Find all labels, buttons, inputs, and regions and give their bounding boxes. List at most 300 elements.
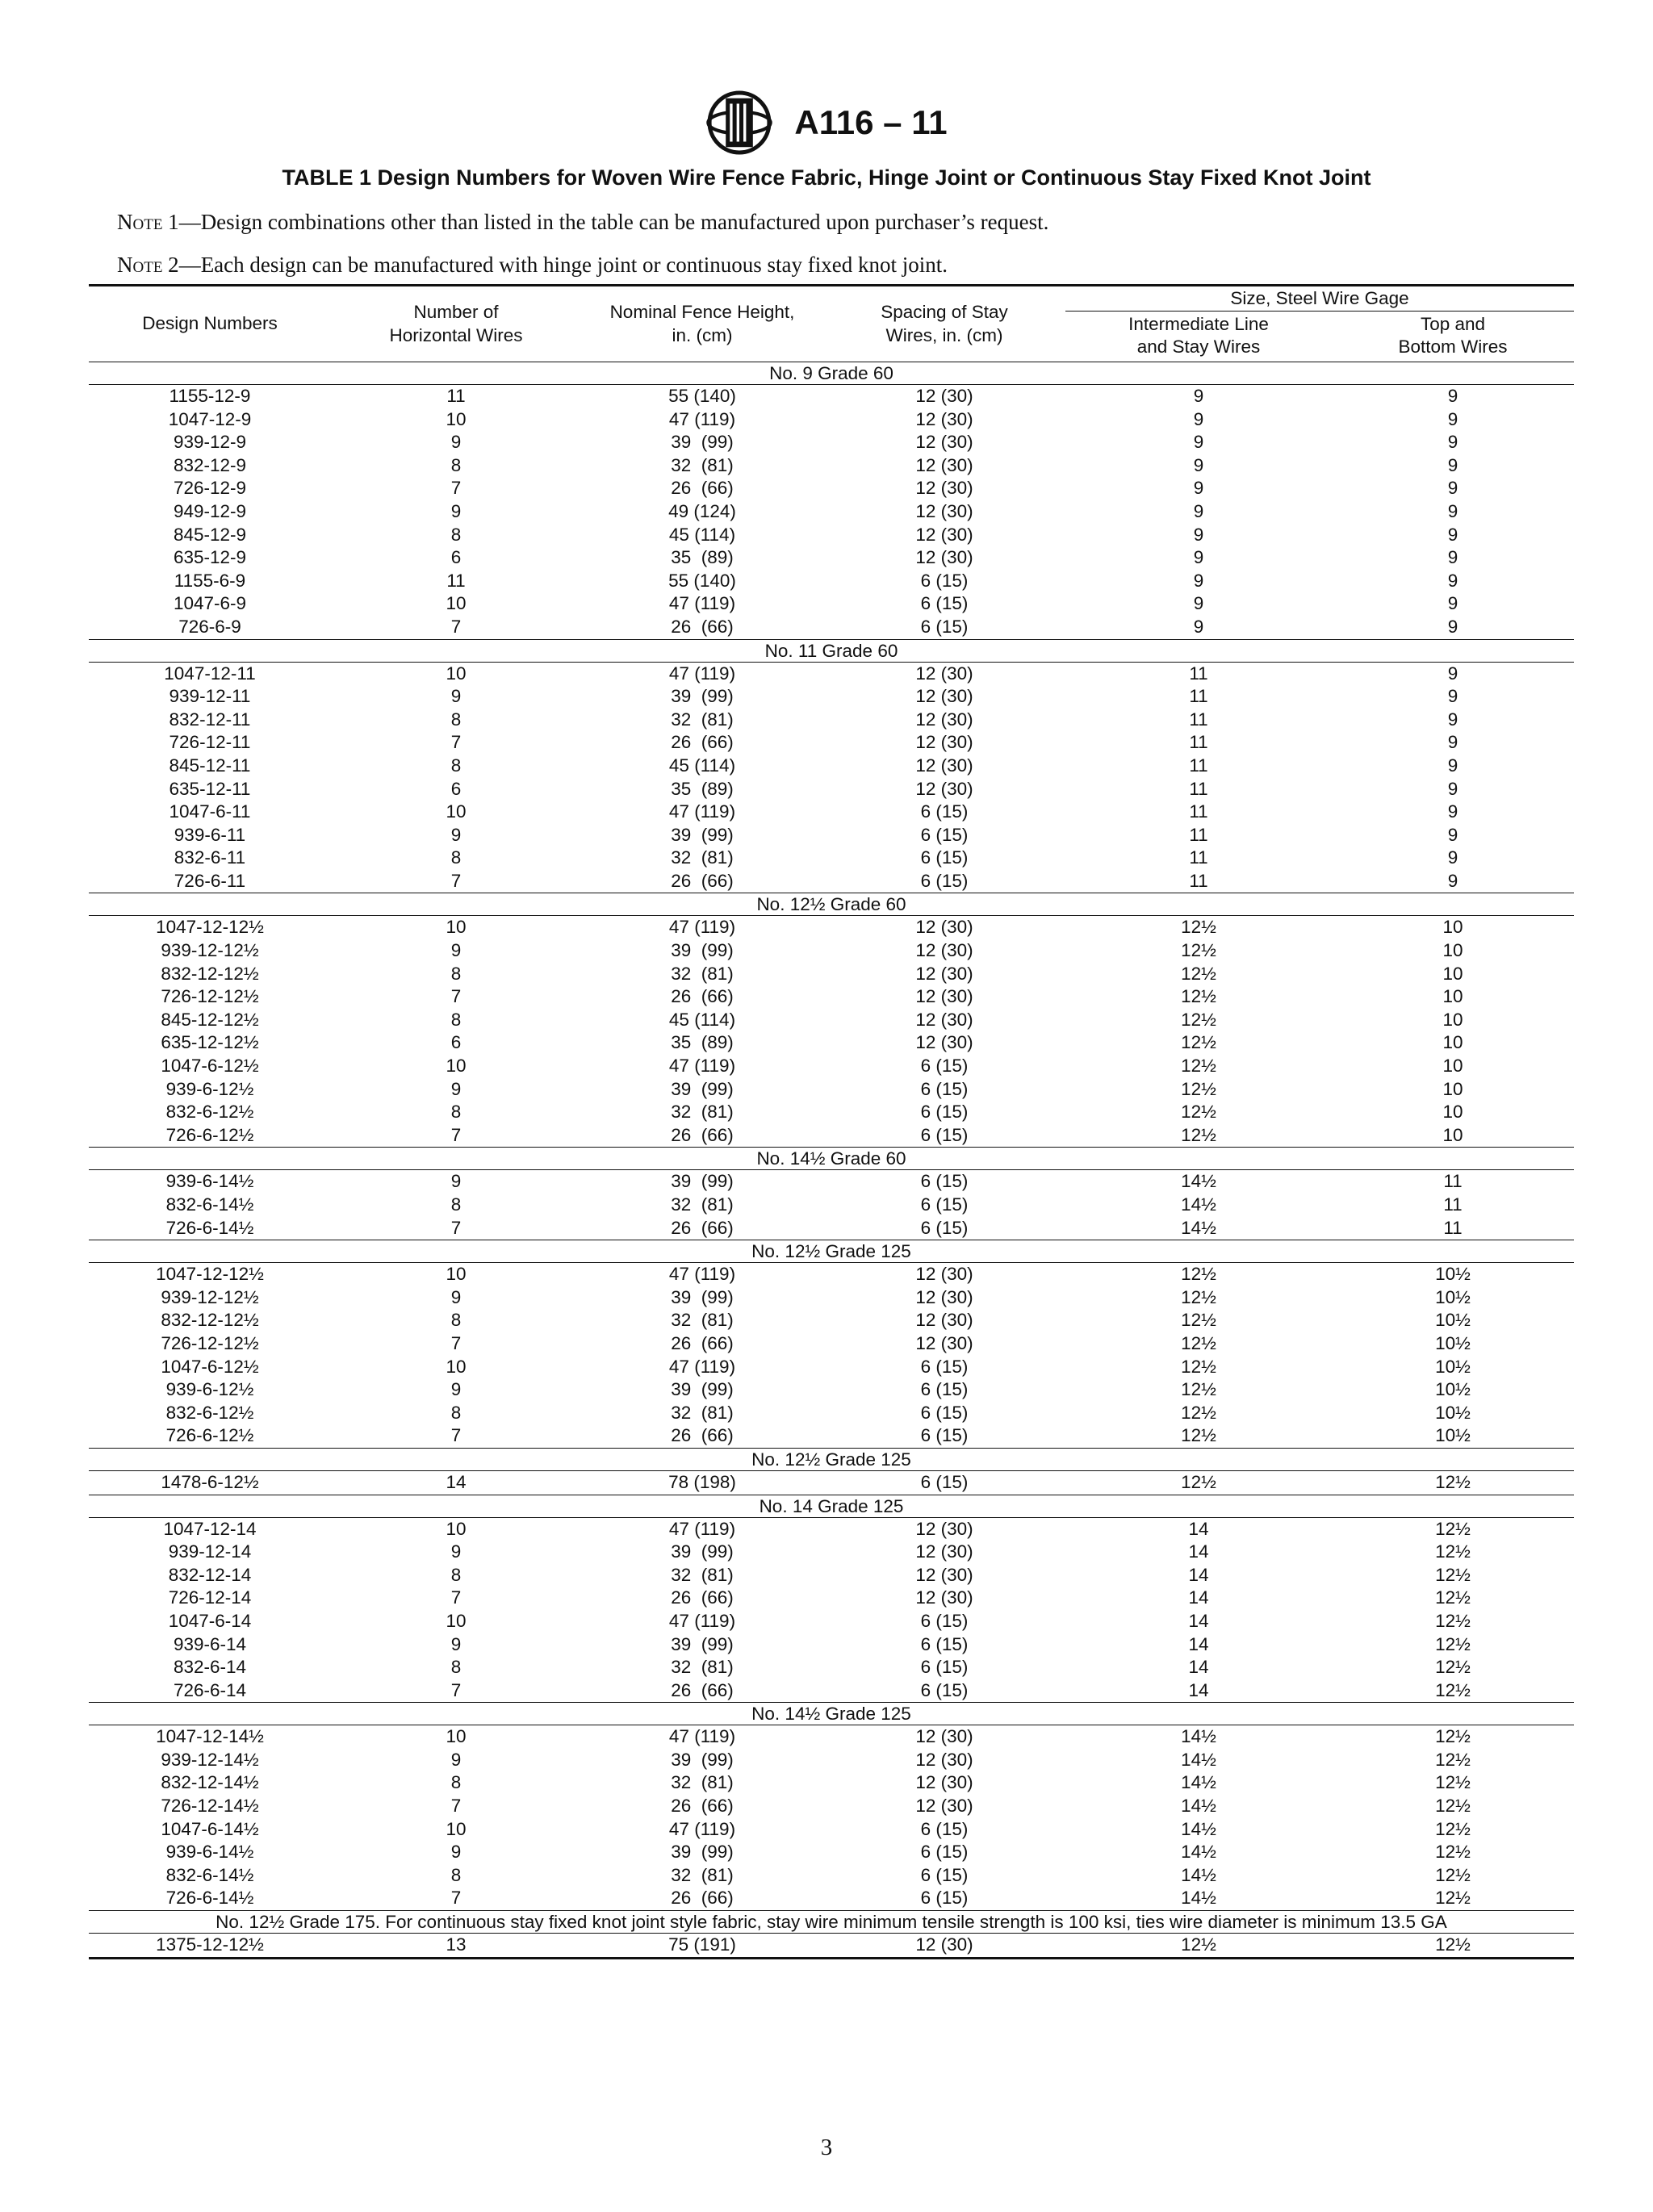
cell-top-bottom-gage: 9 (1447, 686, 1458, 707)
section-header (89, 893, 1574, 916)
section-header (89, 1911, 1574, 1934)
cell-design-number: 939-6-12½ (165, 1078, 254, 1099)
header-design-numbers: Design Numbers (89, 286, 331, 362)
cell-fence-height: 45 (114) (668, 755, 736, 776)
cell-intermediate-gage: 12½ (1181, 1310, 1216, 1331)
cell-horizontal-wires: 7 (450, 1425, 462, 1446)
cell-design-number: 845-12-11 (169, 755, 251, 776)
cell-intermediate-gage: 14 (1188, 1518, 1209, 1539)
cell-horizontal-wires: 9 (450, 1379, 462, 1400)
cell-fence-height: 32 (81) (671, 1402, 734, 1423)
cell-top-bottom-gage: 12½ (1435, 1842, 1471, 1863)
cell-top-bottom-gage: 12½ (1332, 1934, 1574, 1959)
cell-top-bottom-gage: 12½ (1435, 1864, 1471, 1885)
section-title: No. 11 Grade 60 (89, 639, 1574, 662)
cell-top-bottom-gage: 10 (1442, 1032, 1463, 1053)
cell-horizontal-wires: 7 (450, 986, 462, 1007)
table-row (89, 1124, 1574, 1148)
cell-fence-height: 39 (99) (671, 1171, 734, 1192)
table-row (89, 1610, 1574, 1633)
cell-design-number: 939-12-11 (169, 686, 251, 707)
table-row (89, 1009, 1574, 1032)
table-row (89, 1517, 1574, 1541)
cell-fence-height: 39 (99) (671, 1633, 734, 1654)
cell-design-number: 1047-12-9 (168, 408, 252, 429)
cell-intermediate-gage: 14½ (1181, 1217, 1216, 1238)
cell-stay-spacing: 12 (30) (915, 1796, 973, 1817)
cell-fence-height: 39 (99) (671, 1379, 734, 1400)
cell-intermediate-gage: 14½ (1181, 1796, 1216, 1817)
cell-design-number: 939-6-14½ (165, 1171, 254, 1192)
cell-horizontal-wires: 11 (446, 570, 466, 591)
section-title: No. 14½ Grade 125 (89, 1703, 1574, 1725)
cell-horizontal-wires: 9 (450, 1541, 462, 1562)
cell-intermediate-gage: 9 (1193, 500, 1204, 521)
cell-design-number: 726-6-14½ (165, 1888, 254, 1909)
cell-fence-height: 26 (66) (671, 1679, 734, 1700)
cell-horizontal-wires: 7 (450, 732, 462, 753)
cell-fence-height: 55 (140) (668, 570, 736, 591)
cell-top-bottom-gage: 10 (1442, 917, 1463, 938)
cell-top-bottom-gage: 10 (1442, 940, 1463, 961)
table-body (89, 362, 1574, 1959)
cell-stay-spacing: 6 (15) (920, 1379, 969, 1400)
cell-intermediate-gage: 14 (1188, 1587, 1209, 1608)
cell-intermediate-gage: 14½ (1181, 1864, 1216, 1885)
cell-design-number: 949-12-9 (173, 500, 247, 521)
table-row (89, 1633, 1574, 1657)
cell-horizontal-wires: 9 (450, 1749, 462, 1770)
cell-top-bottom-gage: 12½ (1435, 1610, 1471, 1631)
cell-top-bottom-gage: 10 (1442, 1102, 1463, 1123)
design-numbers-table (89, 284, 1574, 1959)
cell-intermediate-gage: 9 (1193, 386, 1204, 406)
cell-design-number: 939-12-9 (173, 432, 247, 453)
cell-horizontal-wires: 9 (450, 1171, 462, 1192)
cell-design-number: 726-12-12½ (161, 1332, 259, 1353)
cell-fence-height: 26 (66) (671, 1888, 734, 1909)
cell-top-bottom-gage: 9 (1447, 478, 1458, 499)
cell-stay-spacing: 12 (30) (915, 1749, 973, 1770)
cell-horizontal-wires: 8 (450, 1864, 462, 1885)
cell-horizontal-wires: 7 (450, 1796, 462, 1817)
cell-fence-height: 75 (191) (581, 1934, 823, 1959)
cell-design-number: 845-12-9 (173, 524, 247, 545)
cell-top-bottom-gage: 10 (1442, 1078, 1463, 1099)
cell-fence-height: 47 (119) (668, 408, 736, 429)
standard-designation: A116 – 11 (794, 103, 948, 141)
cell-horizontal-wires: 9 (450, 432, 462, 453)
cell-design-number: 726-6-12½ (165, 1124, 254, 1145)
table-row (89, 1841, 1574, 1864)
table-row (89, 1470, 1574, 1495)
cell-top-bottom-gage: 9 (1447, 755, 1458, 776)
cell-stay-spacing: 6 (15) (920, 1217, 969, 1238)
cell-fence-height: 39 (99) (671, 1286, 734, 1307)
cell-fence-height: 26 (66) (671, 1217, 734, 1238)
cell-intermediate-gage: 14½ (1181, 1818, 1216, 1839)
cell-design-number: 939-12-12½ (161, 940, 259, 961)
cell-intermediate-gage: 11 (1189, 778, 1208, 799)
cell-intermediate-gage: 11 (1189, 732, 1208, 753)
cell-fence-height: 39 (99) (671, 686, 734, 707)
cell-fence-height: 26 (66) (671, 732, 734, 753)
table-row (89, 1031, 1574, 1055)
table-row (89, 1795, 1574, 1818)
cell-stay-spacing: 12 (30) (915, 1726, 973, 1747)
table-row (89, 1587, 1574, 1610)
cell-top-bottom-gage: 9 (1447, 801, 1458, 822)
cell-fence-height: 47 (119) (668, 663, 736, 684)
cell-horizontal-wires: 7 (450, 1888, 462, 1909)
cell-top-bottom-gage: 9 (1447, 824, 1458, 845)
cell-intermediate-gage: 14 (1188, 1541, 1209, 1562)
cell-fence-height: 47 (119) (668, 1056, 736, 1077)
section-header (89, 1148, 1574, 1170)
table-row (89, 454, 1574, 478)
cell-intermediate-gage: 9 (1193, 593, 1204, 614)
cell-stay-spacing: 6 (15) (920, 1610, 969, 1631)
cell-design-number: 832-6-14½ (165, 1194, 254, 1215)
table-row (89, 1864, 1574, 1888)
cell-fence-height: 26 (66) (671, 1796, 734, 1817)
cell-design-number: 939-6-11 (174, 824, 246, 845)
cell-horizontal-wires: 11 (446, 386, 466, 406)
cell-design-number: 1047-6-14 (168, 1610, 252, 1631)
table-row (89, 431, 1574, 454)
cell-stay-spacing: 12 (30) (915, 1310, 973, 1331)
cell-horizontal-wires: 8 (450, 1772, 462, 1793)
cell-top-bottom-gage: 9 (1447, 778, 1458, 799)
cell-stay-spacing: 12 (30) (915, 755, 973, 776)
table-row (89, 755, 1574, 778)
cell-design-number: 1047-12-12½ (156, 917, 264, 938)
section-header (89, 1448, 1574, 1470)
table-row (89, 570, 1574, 593)
cell-horizontal-wires: 10 (446, 1610, 467, 1631)
cell-top-bottom-gage: 12½ (1435, 1749, 1471, 1770)
cell-stay-spacing: 6 (15) (920, 847, 969, 868)
cell-fence-height: 26 (66) (671, 870, 734, 891)
cell-horizontal-wires: 8 (450, 454, 462, 475)
table-row (89, 385, 1574, 408)
cell-top-bottom-gage: 10½ (1435, 1332, 1471, 1353)
cell-intermediate-gage: 14½ (1181, 1171, 1216, 1192)
cell-horizontal-wires: 10 (446, 663, 467, 684)
astm-logo-icon (705, 89, 773, 157)
table-row (89, 1309, 1574, 1332)
cell-top-bottom-gage: 10 (1442, 1124, 1463, 1145)
cell-intermediate-gage: 14 (1188, 1657, 1209, 1678)
cell-fence-height: 39 (99) (671, 1078, 734, 1099)
cell-horizontal-wires: 7 (450, 870, 462, 891)
table-row (89, 1771, 1574, 1795)
cell-horizontal-wires: 6 (450, 1032, 462, 1053)
cell-fence-height: 78 (198) (668, 1471, 736, 1492)
cell-fence-height: 32 (81) (671, 1864, 734, 1885)
header-horizontal-wires: Number of Horizontal Wires (331, 286, 581, 362)
table-row (89, 1725, 1574, 1749)
table-row (89, 1078, 1574, 1102)
cell-fence-height: 39 (99) (671, 1842, 734, 1863)
cell-top-bottom-gage: 12½ (1435, 1888, 1471, 1909)
cell-stay-spacing: 6 (15) (920, 1888, 969, 1909)
cell-fence-height: 55 (140) (668, 386, 736, 406)
note-1 (117, 210, 1048, 235)
cell-fence-height: 35 (89) (671, 1032, 734, 1053)
cell-top-bottom-gage: 9 (1447, 454, 1458, 475)
cell-intermediate-gage: 12½ (1181, 1425, 1216, 1446)
cell-stay-spacing: 12 (30) (915, 963, 973, 984)
cell-fence-height: 32 (81) (671, 963, 734, 984)
cell-design-number: 726-6-11 (174, 870, 246, 891)
cell-fence-height: 47 (119) (668, 917, 736, 938)
section-header (89, 1703, 1574, 1725)
cell-fence-height: 45 (114) (668, 1009, 736, 1030)
cell-top-bottom-gage: 10½ (1435, 1379, 1471, 1400)
table-row (89, 1934, 1574, 1959)
cell-top-bottom-gage: 10½ (1435, 1264, 1471, 1285)
table-row (89, 939, 1574, 963)
section-title: No. 14½ Grade 60 (89, 1148, 1574, 1170)
cell-top-bottom-gage: 12½ (1435, 1679, 1471, 1700)
cell-intermediate-gage: 11 (1189, 663, 1208, 684)
cell-horizontal-wires: 10 (446, 1056, 467, 1077)
cell-design-number: 1047-12-14½ (156, 1726, 264, 1747)
cell-top-bottom-gage: 11 (1443, 1171, 1463, 1192)
cell-design-number: 832-6-14 (173, 1657, 247, 1678)
table-row (89, 1286, 1574, 1310)
cell-design-number: 832-6-12½ (165, 1102, 254, 1123)
cell-fence-height: 47 (119) (668, 1610, 736, 1631)
cell-horizontal-wires: 8 (450, 709, 462, 730)
table-row (89, 1749, 1574, 1772)
cell-stay-spacing: 6 (15) (920, 1356, 969, 1377)
table-row (89, 685, 1574, 709)
cell-stay-spacing: 6 (15) (920, 1171, 969, 1192)
table-header (89, 286, 1574, 362)
cell-design-number: 832-12-12½ (161, 963, 259, 984)
cell-horizontal-wires: 8 (450, 963, 462, 984)
cell-top-bottom-gage: 9 (1447, 870, 1458, 891)
table-row (89, 963, 1574, 986)
cell-horizontal-wires: 8 (450, 755, 462, 776)
cell-stay-spacing: 12 (30) (915, 478, 973, 499)
cell-fence-height: 26 (66) (671, 1425, 734, 1446)
cell-fence-height: 47 (119) (668, 1818, 736, 1839)
table-row (89, 1356, 1574, 1379)
cell-fence-height: 26 (66) (671, 1587, 734, 1608)
cell-horizontal-wires: 8 (450, 1657, 462, 1678)
table-row (89, 1656, 1574, 1679)
section-header (89, 362, 1574, 385)
cell-stay-spacing: 6 (15) (920, 1471, 969, 1492)
cell-intermediate-gage: 12½ (1181, 1264, 1216, 1285)
cell-intermediate-gage: 12½ (1181, 1379, 1216, 1400)
cell-stay-spacing: 12 (30) (915, 1541, 973, 1562)
note-1-label: Note 1 (117, 210, 179, 234)
cell-horizontal-wires: 9 (450, 1286, 462, 1307)
cell-horizontal-wires: 10 (446, 593, 467, 614)
table-row (89, 477, 1574, 500)
cell-design-number: 1155-6-9 (174, 570, 246, 591)
cell-stay-spacing: 6 (15) (920, 1633, 969, 1654)
cell-design-number: 726-12-14 (168, 1587, 252, 1608)
cell-design-number: 726-6-12½ (165, 1425, 254, 1446)
table-row (89, 1055, 1574, 1078)
cell-intermediate-gage: 12½ (1181, 1332, 1216, 1353)
cell-intermediate-gage: 12½ (1181, 986, 1216, 1007)
table-row (89, 1170, 1574, 1194)
table-row (89, 408, 1574, 432)
cell-stay-spacing: 12 (30) (915, 1564, 973, 1585)
cell-top-bottom-gage: 9 (1447, 386, 1458, 406)
cell-fence-height: 47 (119) (668, 1356, 736, 1377)
cell-intermediate-gage: 12½ (1181, 1471, 1216, 1492)
section-title: No. 12½ Grade 175. For continuous stay fixed knot joint style fabric, stay wire minimum tensile strength is 100 ksi, ties wire diameter is minimum 13.5 GA (89, 1911, 1574, 1934)
cell-intermediate-gage: 14½ (1181, 1726, 1216, 1747)
cell-stay-spacing: 12 (30) (915, 1332, 973, 1353)
cell-top-bottom-gage: 10 (1442, 1009, 1463, 1030)
cell-stay-spacing: 6 (15) (920, 593, 969, 614)
cell-top-bottom-gage: 12½ (1435, 1471, 1471, 1492)
cell-top-bottom-gage: 9 (1447, 570, 1458, 591)
cell-intermediate-gage: 11 (1189, 755, 1208, 776)
cell-intermediate-gage: 9 (1193, 478, 1204, 499)
cell-horizontal-wires: 8 (450, 1402, 462, 1423)
cell-top-bottom-gage: 9 (1447, 709, 1458, 730)
cell-stay-spacing: 12 (30) (915, 1264, 973, 1285)
cell-design-number: 1375-12-12½ (89, 1934, 331, 1959)
cell-fence-height: 39 (99) (671, 940, 734, 961)
cell-horizontal-wires: 10 (446, 408, 467, 429)
cell-design-number: 1047-6-12½ (161, 1056, 259, 1077)
cell-horizontal-wires: 7 (450, 1587, 462, 1608)
table-row (89, 1818, 1574, 1842)
note-2 (117, 253, 948, 278)
cell-horizontal-wires: 9 (450, 1078, 462, 1099)
cell-horizontal-wires: 8 (450, 847, 462, 868)
cell-intermediate-gage: 14 (1188, 1610, 1209, 1631)
cell-horizontal-wires: 9 (450, 1633, 462, 1654)
cell-stay-spacing: 12 (30) (915, 1772, 973, 1793)
cell-intermediate-gage: 12½ (1181, 1286, 1216, 1307)
cell-stay-spacing: 6 (15) (920, 570, 969, 591)
cell-stay-spacing: 12 (30) (915, 386, 973, 406)
cell-design-number: 726-12-12½ (161, 986, 259, 1007)
cell-top-bottom-gage: 12½ (1435, 1564, 1471, 1585)
cell-horizontal-wires: 7 (450, 1332, 462, 1353)
cell-intermediate-gage: 14½ (1181, 1772, 1216, 1793)
cell-stay-spacing: 12 (30) (915, 1032, 973, 1053)
cell-design-number: 832-12-12½ (161, 1310, 259, 1331)
cell-stay-spacing: 12 (30) (915, 686, 973, 707)
table-row (89, 916, 1574, 939)
cell-horizontal-wires: 9 (450, 824, 462, 845)
cell-horizontal-wires: 10 (446, 1518, 467, 1539)
section-title: No. 12½ Grade 60 (89, 893, 1574, 916)
cell-stay-spacing: 12 (30) (915, 432, 973, 453)
cell-stay-spacing: 6 (15) (920, 1078, 969, 1099)
cell-top-bottom-gage: 9 (1447, 547, 1458, 568)
cell-top-bottom-gage: 10½ (1435, 1356, 1471, 1377)
cell-intermediate-gage: 11 (1189, 870, 1208, 891)
note-1-text: —Design combinations other than listed in the table can be manufactured upon purchaser’s request. (178, 210, 1049, 234)
cell-intermediate-gage: 11 (1189, 709, 1208, 730)
cell-fence-height: 35 (89) (671, 778, 734, 799)
cell-intermediate-gage: 12½ (1181, 1124, 1216, 1145)
cell-horizontal-wires: 9 (450, 686, 462, 707)
cell-top-bottom-gage: 9 (1447, 408, 1458, 429)
cell-stay-spacing: 6 (15) (920, 1425, 969, 1446)
cell-stay-spacing: 12 (30) (915, 940, 973, 961)
cell-stay-spacing: 6 (15) (920, 616, 969, 637)
cell-horizontal-wires: 8 (450, 1310, 462, 1331)
cell-stay-spacing: 6 (15) (920, 870, 969, 891)
cell-design-number: 1047-6-9 (173, 593, 247, 614)
cell-fence-height: 32 (81) (671, 709, 734, 730)
cell-horizontal-wires: 9 (450, 940, 462, 961)
table-row (89, 1101, 1574, 1124)
cell-fence-height: 45 (114) (668, 524, 736, 545)
note-2-text: —Each design can be manufactured with hinge joint or continuous stay fixed knot joint. (178, 253, 948, 277)
cell-horizontal-wires: 8 (450, 1009, 462, 1030)
section-title: No. 9 Grade 60 (89, 362, 1574, 385)
cell-top-bottom-gage: 12½ (1435, 1796, 1471, 1817)
cell-intermediate-gage: 14½ (1181, 1842, 1216, 1863)
cell-design-number: 1047-12-11 (164, 663, 256, 684)
cell-top-bottom-gage: 9 (1447, 663, 1458, 684)
cell-intermediate-gage: 14½ (1181, 1888, 1216, 1909)
section-header (89, 1495, 1574, 1517)
cell-fence-height: 32 (81) (671, 1102, 734, 1123)
table-row (89, 1263, 1574, 1286)
cell-design-number: 832-6-12½ (165, 1402, 254, 1423)
table-row (89, 1378, 1574, 1402)
cell-intermediate-gage: 9 (1193, 454, 1204, 475)
cell-intermediate-gage: 9 (1193, 432, 1204, 453)
cell-stay-spacing: 6 (15) (920, 1056, 969, 1077)
cell-top-bottom-gage: 12½ (1435, 1818, 1471, 1839)
table-row (89, 1194, 1574, 1217)
cell-fence-height: 49 (124) (668, 500, 736, 521)
table-row (89, 824, 1574, 847)
cell-design-number: 1155-12-9 (169, 386, 251, 406)
cell-horizontal-wires: 7 (450, 1124, 462, 1145)
cell-horizontal-wires: 6 (450, 547, 462, 568)
cell-design-number: 939-6-14 (173, 1633, 247, 1654)
cell-top-bottom-gage: 9 (1447, 500, 1458, 521)
cell-intermediate-gage: 11 (1189, 686, 1208, 707)
cell-design-number: 939-12-12½ (161, 1286, 259, 1307)
cell-design-number: 635-12-11 (169, 778, 251, 799)
cell-stay-spacing: 6 (15) (920, 1657, 969, 1678)
cell-design-number: 939-6-12½ (165, 1379, 254, 1400)
cell-intermediate-gage: 12½ (1181, 940, 1216, 961)
cell-fence-height: 26 (66) (671, 986, 734, 1007)
cell-stay-spacing: 12 (30) (915, 1587, 973, 1608)
page-number: 3 (820, 2135, 833, 2160)
table-row (89, 1332, 1574, 1356)
table-row (89, 1424, 1574, 1448)
cell-stay-spacing: 12 (30) (915, 732, 973, 753)
cell-fence-height: 26 (66) (671, 1124, 734, 1145)
table-row (89, 847, 1574, 870)
cell-horizontal-wires: 7 (450, 1217, 462, 1238)
section-title: No. 14 Grade 125 (89, 1495, 1574, 1517)
cell-design-number: 939-12-14 (168, 1541, 252, 1562)
cell-design-number: 832-6-11 (174, 847, 246, 868)
